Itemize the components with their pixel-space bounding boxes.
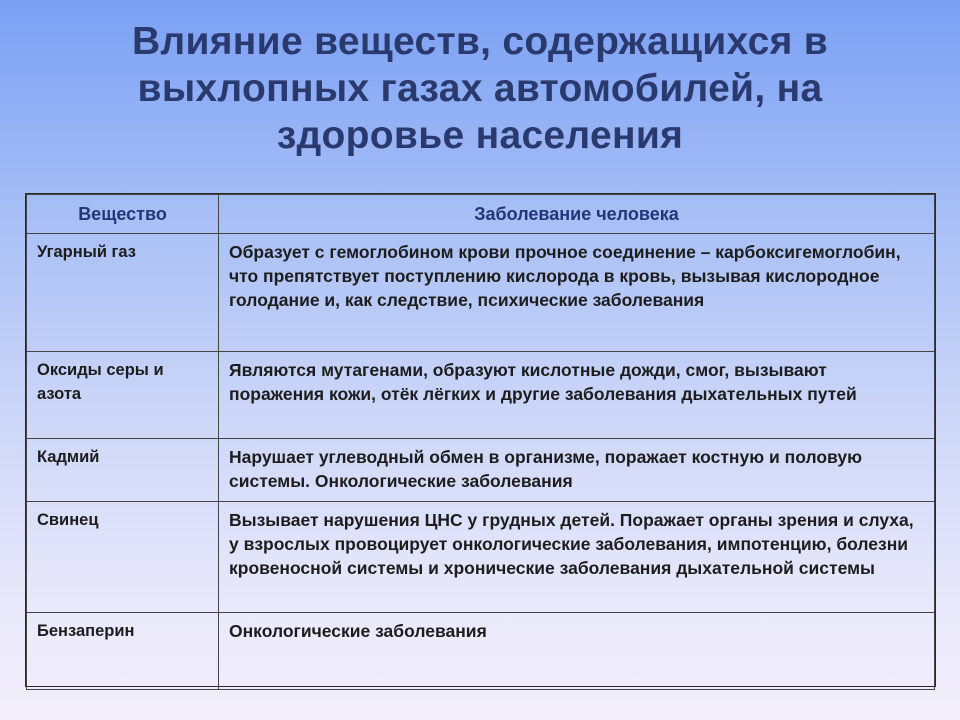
substance-cell: Свинец	[27, 502, 219, 613]
table-row	[27, 502, 935, 613]
slide-title: Влияние веществ, содержащихся в выхлопных газах автомобилей, на здоровье населения	[131, 20, 829, 157]
table-row	[27, 613, 935, 690]
substance-cell: Угарный газ	[27, 234, 219, 352]
table-header-row	[27, 195, 935, 234]
table-row	[27, 439, 935, 502]
disease-cell: Нарушает углеводный обмен в организме, поражает костную и половую системы. Онкологические заболевания	[219, 439, 935, 502]
substance-cell: Оксиды серы и азота	[27, 352, 219, 439]
disease-cell: Онкологические заболевания	[219, 613, 935, 690]
substance-cell: Бензаперин	[27, 613, 219, 690]
substances-table	[25, 193, 936, 687]
disease-cell: Являются мутагенами, образуют кислотные дожди, смог, вызывают поражения кожи, отёк лёгких и другие заболевания дыхательных путей	[219, 352, 935, 439]
substance-cell: Кадмий	[27, 439, 219, 502]
disease-cell: Образует с гемоглобином крови прочное соединение – карбоксигемоглобин, что препятствует поступлению кислорода в кровь, вызывая кислородное голодание и, как следствие, психические заболевания	[219, 234, 935, 352]
table-row	[27, 234, 935, 352]
substances-table-grid	[26, 194, 935, 690]
disease-cell: Вызывает нарушения ЦНС у грудных детей. Поражает органы зрения и слуха, у взрослых провоцирует онкологические заболевания, импотенцию, болезни кровеносной системы и хронические заболевания дыхательной системы	[219, 502, 935, 613]
header-substance: Вещество	[27, 195, 219, 234]
table-row	[27, 352, 935, 439]
header-disease: Заболевание человека	[219, 195, 935, 234]
